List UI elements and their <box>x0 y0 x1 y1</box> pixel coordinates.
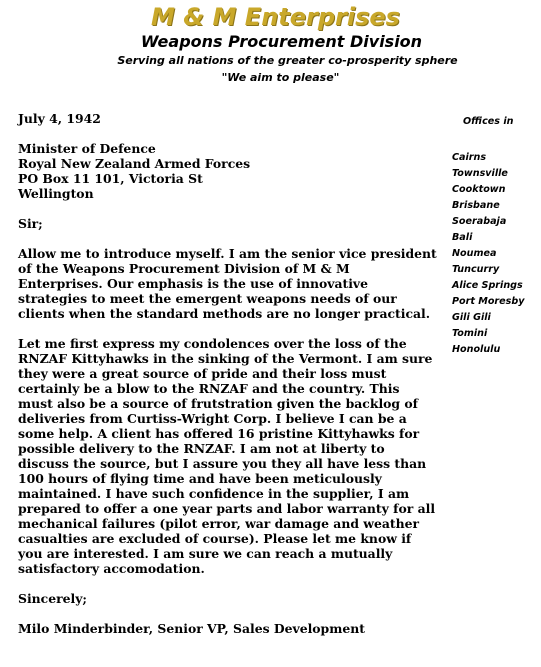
offices-title: Offices in <box>463 116 514 127</box>
office-location: Gili Gili <box>452 312 491 323</box>
offices-sidebar <box>452 116 540 358</box>
motto: "We aim to please" <box>221 71 340 84</box>
division-name: Weapons Procurement Division <box>140 32 423 51</box>
office-location: Cooktown <box>452 184 506 195</box>
tagline: Serving all nations of the greater co-prosperity sphere <box>117 54 458 67</box>
recipient-address <box>18 141 438 201</box>
salutation: Sir; <box>18 216 43 231</box>
office-location: Soerabaja <box>452 216 507 227</box>
office-location: Port Moresby <box>452 296 525 307</box>
office-location: Brisbane <box>452 200 500 211</box>
office-location: Tomini <box>452 328 488 339</box>
office-location: Cairns <box>452 152 487 163</box>
closing: Sincerely; <box>18 591 87 606</box>
address-line: Minister of Defence <box>18 141 156 156</box>
office-location: Tuncurry <box>452 264 500 275</box>
address-line: PO Box 11 101, Victoria St <box>18 171 203 186</box>
office-location: Noumea <box>452 248 497 259</box>
letter-body <box>18 111 438 636</box>
paragraph-offer: Let me first express my condolences over the loss of the RNZAF Kittyhawks in the sinking of the Vermont. I am sure they were a great source of pride and their loss must certainly be a blow to the RNZAF and the country. This must also be a source of frutstration given the backlog of deliveries from Curtiss-Wright Corp. I believe I can be a some help. A client has offered 16 pristine Kittyhawks for possible delivery to the RNZAF. I am not at liberty to discuss the source, but I assure you they all have less than 100 hours of flying time and have been meticulously maintained. I have such confidence in the supplier, I am prepared to offer a one year parts and labor warranty for all mechanical failures (pilot error, war damage and weather casualties are excluded of course). Please let me know if you are interested. I am sure we can reach a mutually satisfactory accomodation. <box>18 336 436 576</box>
letter-date: July 4, 1942 <box>18 111 101 126</box>
office-list <box>452 150 540 358</box>
address-line: Royal New Zealand Armed Forces <box>18 156 251 171</box>
address-line: Wellington <box>18 186 94 201</box>
office-location: Alice Springs <box>452 280 523 291</box>
company-name: M & M Enterprises <box>151 3 400 31</box>
office-location: Townsville <box>452 168 508 179</box>
signature: Milo Minderbinder, Senior VP, Sales Development <box>18 621 365 636</box>
office-location: Honolulu <box>452 344 501 355</box>
paragraph-introduction: Allow me to introduce myself. I am the senior vice president of the Weapons Procurement Division of M & M Enterprises. Our emphasis is the use of innovative strategies to meet the emergent weapons needs of our clients when the standard methods are no longer practical. <box>18 246 437 321</box>
office-location: Bali <box>452 232 473 243</box>
